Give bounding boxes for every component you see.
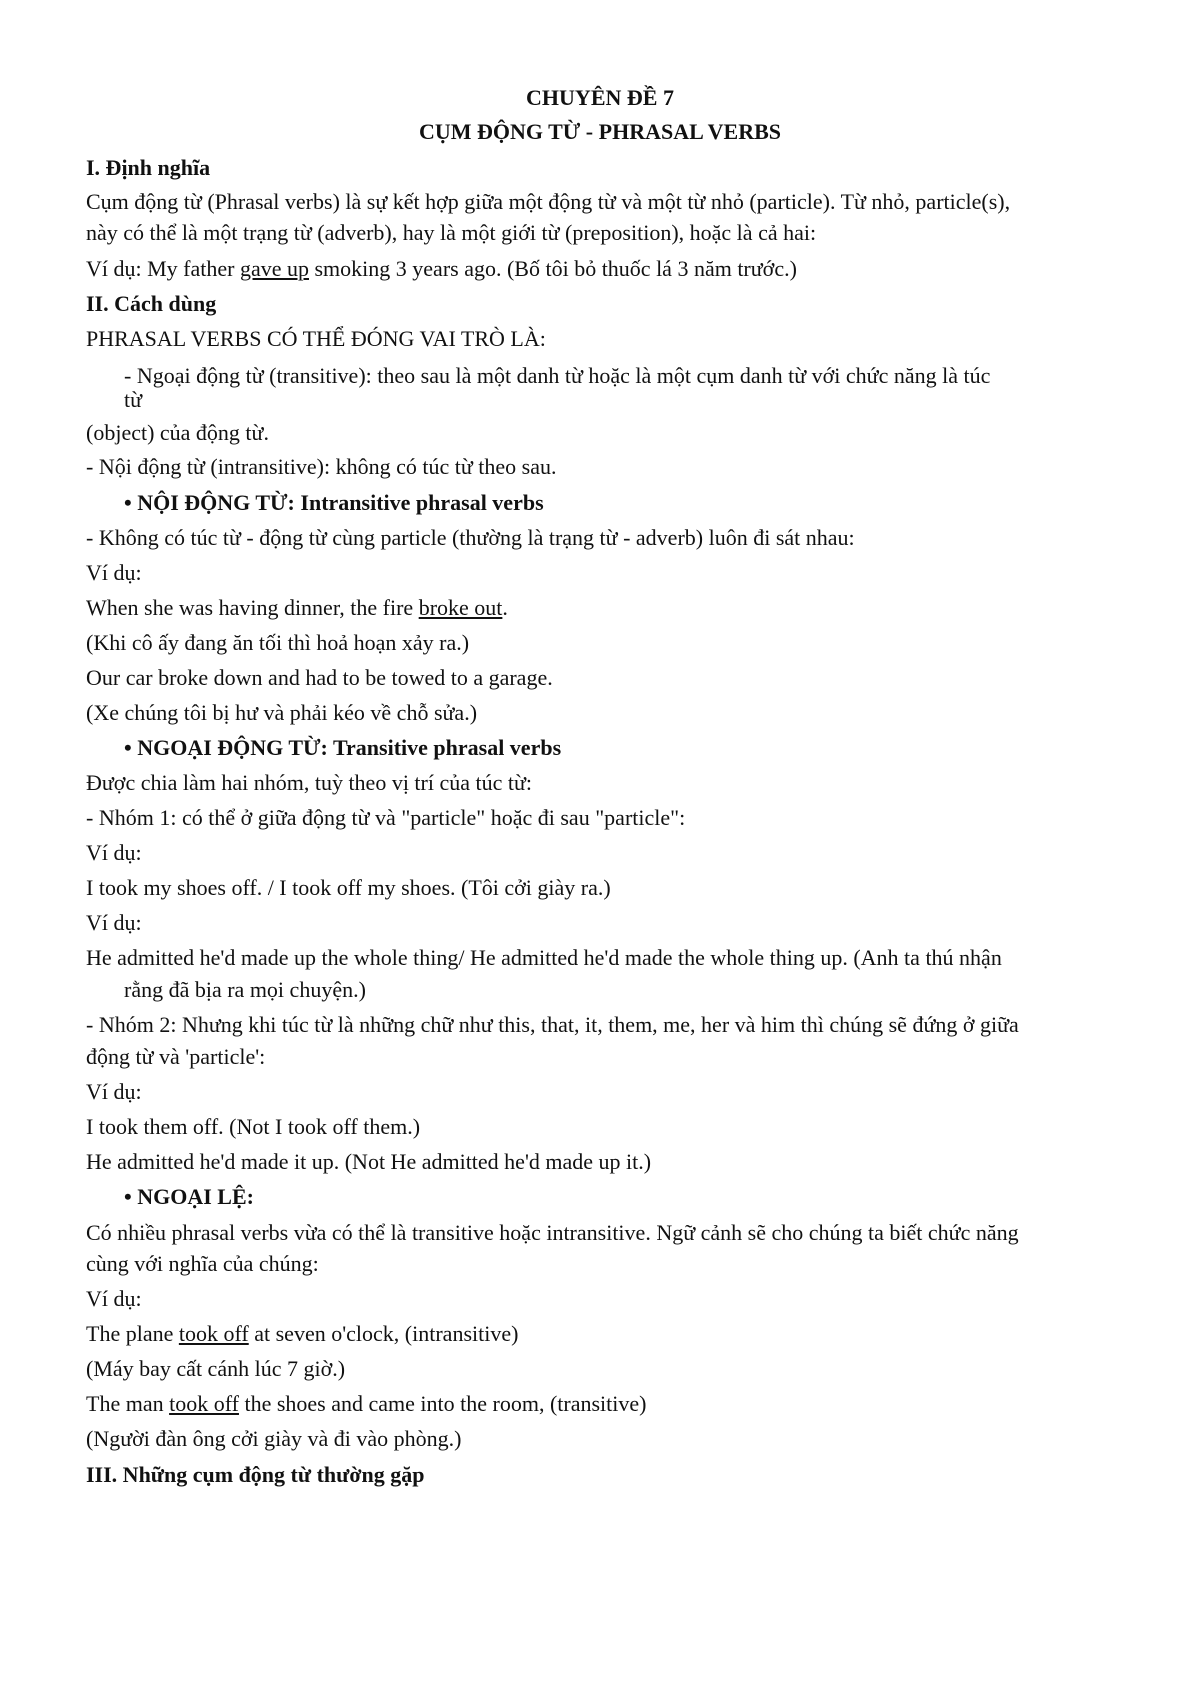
intransitive-description: - Không có túc từ - động từ cùng particle (thường là trạng từ - adverb) luôn đi sát nhau: xyxy=(86,525,855,550)
section-1-example xyxy=(86,255,1140,283)
example-text: When she was having dinner, the fire xyxy=(86,595,419,620)
example-label: Ví dụ: xyxy=(86,840,142,865)
document-title: CHUYÊN ĐỀ 7 xyxy=(526,85,674,110)
bullet-exception-heading: • NGOẠI LỆ: xyxy=(124,1184,254,1209)
intransitive-example-2: Our car broke down and had to be towed to a garage. xyxy=(86,665,553,690)
example-text: smoking 3 years ago. (Bố tôi bỏ thuốc lá 3 năm trước.) xyxy=(309,256,797,281)
intransitive-definition: - Nội động từ (intransitive): không có túc từ theo sau. xyxy=(86,454,557,479)
underlined-phrasal-verb: broke out xyxy=(418,595,503,620)
transitive-definition-line-2: từ xyxy=(124,387,143,412)
transitive-example-4: He admitted he'd made it up. (Not He admitted he'd made up it.) xyxy=(86,1149,652,1174)
underlined-phrasal-verb: took off xyxy=(169,1391,239,1416)
example-text: Ví dụ: My father xyxy=(86,256,240,281)
example-label: Ví dụ: xyxy=(86,1286,142,1311)
intransitive-example-1 xyxy=(86,594,1140,622)
underlined-phrasal-verb: gave up xyxy=(239,256,309,281)
document-subtitle: CỤM ĐỘNG TỪ - PHRASAL VERBS xyxy=(418,119,782,144)
intransitive-example-2-translation: (Xe chúng tôi bị hư và phải kéo về chỗ sửa.) xyxy=(86,700,478,725)
transitive-example-2-line-1: He admitted he'd made up the whole thing/ He admitted he'd made the whole thing up. (Anh ta thú nhận xyxy=(86,945,1002,970)
bullet-intransitive-heading xyxy=(124,489,1140,517)
transitive-example-1: I took my shoes off. / I took off my shoes. (Tôi cởi giày ra.) xyxy=(86,875,611,900)
transitive-group-1: - Nhóm 1: có thể ở giữa động từ và "particle" hoặc đi sau "particle": xyxy=(86,805,686,830)
bullet-label-en: Transitive phrasal verbs xyxy=(332,735,562,760)
example-text: . xyxy=(502,595,508,620)
example-text: at seven o'clock, (intransitive) xyxy=(248,1321,519,1346)
exception-example-1-translation: (Máy bay cất cánh lúc 7 giờ.) xyxy=(86,1356,346,1381)
bullet-transitive-heading xyxy=(124,734,1140,762)
exception-example-1 xyxy=(86,1320,1140,1348)
example-text: The man xyxy=(86,1391,170,1416)
example-text: the shoes and came into the room, (transitive) xyxy=(238,1391,647,1416)
section-2-caps-line: PHRASAL VERBS CÓ THỂ ĐÓNG VAI TRÒ LÀ: xyxy=(86,326,546,351)
bullet-label: • NGOẠI ĐỘNG TỪ: xyxy=(124,735,333,760)
section-1-heading: I. Định nghĩa xyxy=(86,155,211,180)
underlined-phrasal-verb: took off xyxy=(178,1321,249,1346)
exception-example-2 xyxy=(86,1390,1140,1418)
section-1-paragraph-line-1: Cụm động từ (Phrasal verbs) là sự kết hợp giữa một động từ và một từ nhỏ (particle). Từ nhỏ, particle(s), xyxy=(86,189,1011,214)
section-1-paragraph-line-2: này có thể là một trạng từ (adverb), hay là một giới từ (preposition), hoặc là cả hai: xyxy=(86,220,817,245)
intransitive-example-1-translation: (Khi cô ấy đang ăn tối thì hoả hoạn xảy ra.) xyxy=(86,630,470,655)
section-2-heading: II. Cách dùng xyxy=(86,291,217,316)
example-text: The plane xyxy=(86,1321,179,1346)
bullet-label: • NỘI ĐỘNG TỪ: xyxy=(124,490,301,515)
section-3-heading: III. Những cụm động từ thường gặp xyxy=(86,1462,425,1487)
example-label: Ví dụ: xyxy=(86,910,142,935)
example-label: Ví dụ: xyxy=(86,1079,142,1104)
transitive-definition-line-1: - Ngoại động từ (transitive): theo sau là một danh từ hoặc là một cụm danh từ với chức năng là túc xyxy=(124,363,991,388)
transitive-example-3: I took them off. (Not I took off them.) xyxy=(86,1114,421,1139)
exception-description-line-1: Có nhiều phrasal verbs vừa có thể là transitive hoặc intransitive. Ngữ cảnh sẽ cho chúng ta biết chức năng xyxy=(86,1220,1019,1245)
example-label: Ví dụ: xyxy=(86,560,142,585)
transitive-description: Được chia làm hai nhóm, tuỳ theo vị trí của túc từ: xyxy=(86,770,533,795)
exception-description-line-2: cùng với nghĩa của chúng: xyxy=(86,1251,319,1276)
exception-example-2-translation: (Người đàn ông cởi giày và đi vào phòng.) xyxy=(86,1426,462,1451)
transitive-group-2-line-1: - Nhóm 2: Nhưng khi túc từ là những chữ như this, that, it, them, me, her và him thì chúng sẽ đứng ở giữa xyxy=(86,1012,1019,1037)
transitive-example-2-line-2: rằng đã bịa ra mọi chuyện.) xyxy=(124,977,366,1002)
bullet-label-en: Intransitive phrasal verbs xyxy=(300,490,544,515)
transitive-group-2-line-2: động từ và 'particle': xyxy=(86,1044,266,1069)
transitive-definition-line-3: (object) của động từ. xyxy=(86,420,269,445)
